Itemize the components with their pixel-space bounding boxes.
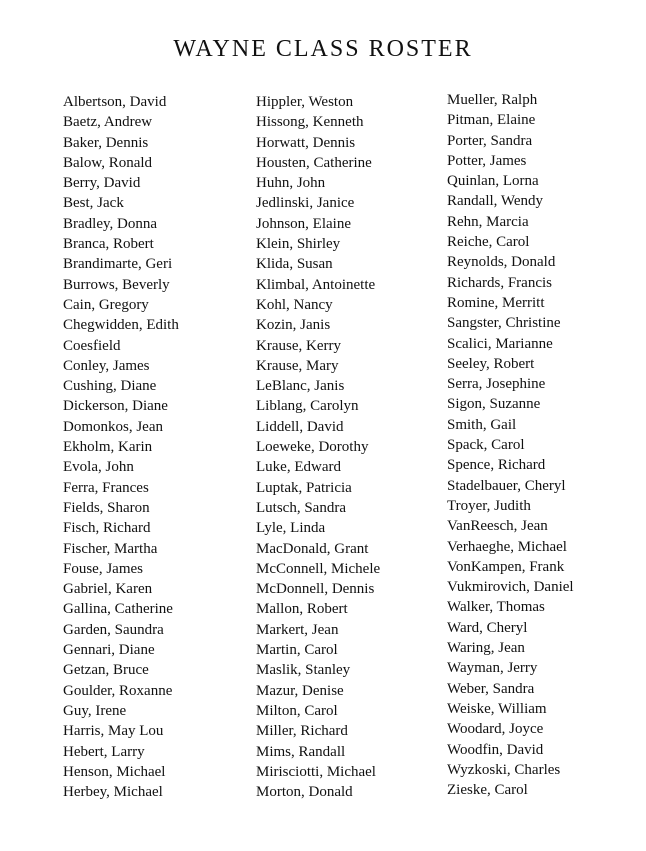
roster-name: Mallon, Robert <box>256 601 348 618</box>
roster-name: Woodard, Joyce <box>447 721 544 738</box>
roster-name: MacDonald, Grant <box>256 540 369 557</box>
roster-name: Ward, Cheryl <box>447 619 528 636</box>
roster-name: Weber, Sandra <box>447 680 535 697</box>
roster-name: Luptak, Patricia <box>256 479 352 496</box>
roster-name: Berry, David <box>63 175 141 192</box>
roster-name: Liblang, Carolyn <box>256 398 359 415</box>
roster-name: Kohl, Nancy <box>256 296 333 313</box>
roster-name: Evola, John <box>63 459 134 476</box>
roster-name: Richards, Francis <box>447 274 552 291</box>
roster-name: Best, Jack <box>63 195 124 212</box>
roster-name: Randall, Wendy <box>447 193 543 210</box>
roster-name: Vukmirovich, Daniel <box>447 579 574 596</box>
roster-name: Miller, Richard <box>256 723 348 740</box>
roster-name: Harris, May Lou <box>63 723 164 740</box>
roster-column-3 <box>447 90 574 800</box>
roster-name: Henson, Michael <box>63 763 166 780</box>
roster-name: Loeweke, Dorothy <box>256 439 369 456</box>
roster-name: Hebert, Larry <box>63 743 145 760</box>
roster-name: Kozin, Janis <box>256 317 331 334</box>
roster-name: Klein, Shirley <box>256 236 341 253</box>
roster-name: Fisch, Richard <box>63 520 151 537</box>
roster-name: Spack, Carol <box>447 437 525 454</box>
roster-name: Seeley, Robert <box>447 355 535 372</box>
roster-name: Krause, Mary <box>256 357 339 374</box>
roster-column-2 <box>256 92 380 802</box>
roster-name: Lutsch, Sandra <box>256 499 346 516</box>
roster-name: Klimbal, Antoinette <box>256 276 376 293</box>
roster-name: Getzan, Bruce <box>63 662 149 679</box>
roster-name: VonKampen, Frank <box>447 558 565 575</box>
roster-name: Huhn, John <box>256 175 326 192</box>
roster-name: Johnson, Elaine <box>256 215 351 232</box>
roster-name: Albertson, David <box>63 94 167 110</box>
roster-name: Hissong, Kenneth <box>256 114 364 131</box>
roster-name: Pitman, Elaine <box>447 112 536 129</box>
roster-name: Balow, Ronald <box>63 154 153 171</box>
roster-name: Coesfield <box>63 337 121 354</box>
roster-name: Scalici, Marianne <box>447 335 553 352</box>
roster-name: Cushing, Diane <box>63 378 157 395</box>
roster-name: Markert, Jean <box>256 621 339 638</box>
roster-name: Wayman, Jerry <box>447 660 538 677</box>
roster-name: Fischer, Martha <box>63 540 158 557</box>
roster-name: Spence, Richard <box>447 457 546 474</box>
roster-name: Reynolds, Donald <box>447 254 556 271</box>
roster-name: Porter, Sandra <box>447 132 533 149</box>
roster-name: Bradley, Donna <box>63 215 157 232</box>
roster-name: Woodfin, David <box>447 741 544 758</box>
roster-name: Baetz, Andrew <box>63 114 153 131</box>
roster-name: Maslik, Stanley <box>256 662 351 679</box>
roster-name: Gabriel, Karen <box>63 581 153 598</box>
roster-name: LeBlanc, Janis <box>256 378 345 395</box>
roster-name: Mazur, Denise <box>256 682 344 699</box>
roster-name: Morton, Donald <box>256 784 353 801</box>
roster-name: Romine, Merritt <box>447 294 545 311</box>
roster-name: Sangster, Christine <box>447 315 561 332</box>
roster-name: Rehn, Marcia <box>447 213 529 230</box>
roster-name: Jedlinski, Janice <box>256 195 355 212</box>
roster-name: Branca, Robert <box>63 236 154 253</box>
page-title: WAYNE CLASS ROSTER <box>173 36 473 62</box>
roster-name: Burrows, Beverly <box>63 276 170 293</box>
roster-name: Goulder, Roxanne <box>63 682 173 699</box>
roster-name: Fields, Sharon <box>63 499 150 516</box>
roster-name: Milton, Carol <box>256 702 338 719</box>
roster-name: Brandimarte, Geri <box>63 256 173 273</box>
roster-name: Gallina, Catherine <box>63 601 173 618</box>
roster-name: Potter, James <box>447 152 527 169</box>
roster-name: Reiche, Carol <box>447 234 530 251</box>
roster-name: Herbey, Michael <box>63 784 163 801</box>
roster-name: Verhaeghe, Michael <box>447 538 567 555</box>
roster-name: Conley, James <box>63 357 150 374</box>
roster-name: Waring, Jean <box>447 640 525 657</box>
roster-name: McConnell, Michele <box>256 560 381 577</box>
roster-column-1 <box>63 92 179 802</box>
roster-name: Chegwidden, Edith <box>63 317 179 334</box>
roster-name: Gennari, Diane <box>63 642 155 659</box>
roster-name: Mueller, Ralph <box>447 92 538 108</box>
roster-name: Stadelbauer, Cheryl <box>447 477 566 494</box>
roster-name: Guy, Irene <box>63 702 127 719</box>
roster-name: Liddell, David <box>256 418 344 435</box>
roster-name: Weiske, William <box>447 700 547 717</box>
roster-name: VanReesch, Jean <box>447 518 548 535</box>
roster-name: Zieske, Carol <box>447 782 528 799</box>
roster-name: Domonkos, Jean <box>63 418 163 435</box>
roster-name: Housten, Catherine <box>256 154 372 171</box>
roster-name: Troyer, Judith <box>447 497 531 514</box>
roster-name: Martin, Carol <box>256 642 338 659</box>
roster-name: Garden, Saundra <box>63 621 164 638</box>
roster-name: Ferra, Frances <box>63 479 149 496</box>
roster-name: Baker, Dennis <box>63 134 149 151</box>
roster-name: Horwatt, Dennis <box>256 134 356 151</box>
roster-name: Ekholm, Karin <box>63 439 153 456</box>
roster-name: Lyle, Linda <box>256 520 326 537</box>
roster-name: Mirisciotti, Michael <box>256 763 376 780</box>
roster-name: Smith, Gail <box>447 416 517 433</box>
roster-name: Hippler, Weston <box>256 94 354 110</box>
roster-name: Wyzkoski, Charles <box>447 761 561 778</box>
roster-name: Mims, Randall <box>256 743 346 760</box>
roster-name: Dickerson, Diane <box>63 398 168 415</box>
roster-name: Sigon, Suzanne <box>447 396 541 413</box>
roster-name: Serra, Josephine <box>447 376 546 393</box>
roster-name: Luke, Edward <box>256 459 341 476</box>
roster-name: Klida, Susan <box>256 256 333 273</box>
roster-name: Fouse, James <box>63 560 143 577</box>
roster-name: McDonnell, Dennis <box>256 581 375 598</box>
roster-name: Walker, Thomas <box>447 599 545 616</box>
roster-name: Cain, Gregory <box>63 296 149 313</box>
roster-name: Krause, Kerry <box>256 337 341 354</box>
roster-name: Quinlan, Lorna <box>447 173 539 190</box>
